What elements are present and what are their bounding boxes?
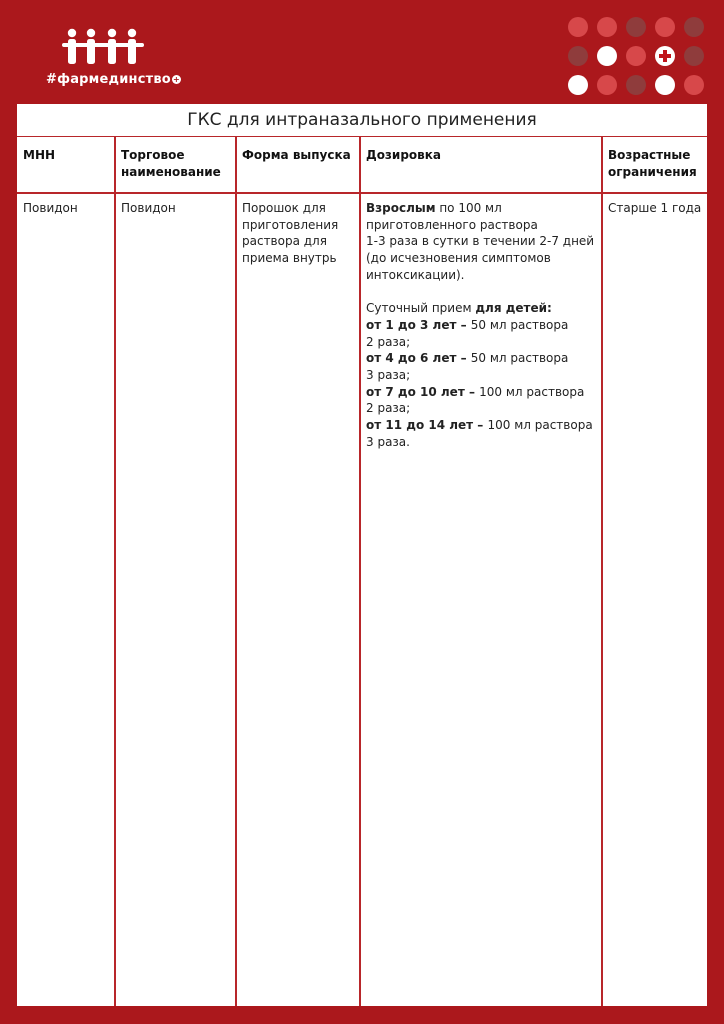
dosage-line: (до исчезновения симптомов bbox=[366, 251, 551, 266]
dot-icon bbox=[655, 17, 675, 37]
dot-icon bbox=[655, 75, 675, 95]
dosage-children-intro: Суточный прием для детей: bbox=[366, 301, 552, 316]
column-divider bbox=[114, 137, 116, 1006]
column-divider bbox=[235, 137, 237, 1006]
header-age: Возрастные ограничения bbox=[608, 148, 697, 179]
decorative-dots bbox=[568, 17, 708, 97]
dosage-line: приготовленного раствора bbox=[366, 217, 538, 232]
dot-icon bbox=[684, 46, 704, 66]
dot-icon bbox=[684, 75, 704, 95]
plus-icon: + bbox=[172, 75, 180, 84]
cell-form: Порошок для приготовления раствора для приема внутрь bbox=[242, 201, 339, 266]
dosage-age-group: от 4 до 6 лет – 50 мл раствора bbox=[366, 351, 569, 366]
cell-trade-name: Повидон bbox=[121, 201, 176, 215]
header-divider bbox=[17, 192, 707, 194]
dot-icon bbox=[568, 46, 588, 66]
dosage-line: 2 раза; bbox=[366, 401, 411, 416]
dot-icon bbox=[568, 17, 588, 37]
brand-hashtag: #фармединство + bbox=[46, 72, 180, 87]
dosage-age-group: от 7 до 10 лет – 100 мл раствора bbox=[366, 384, 585, 399]
dosage-adults-line: Взрослым по 100 мл bbox=[366, 201, 502, 215]
dot-icon bbox=[597, 46, 617, 66]
dosage-line: 3 раза; bbox=[366, 368, 411, 383]
dosage-line: 3 раза. bbox=[366, 434, 410, 449]
dosage-age-group: от 1 до 3 лет – 50 мл раствора bbox=[366, 317, 569, 332]
dot-icon bbox=[626, 17, 646, 37]
dot-icon bbox=[597, 17, 617, 37]
header-dosage: Дозировка bbox=[366, 148, 441, 162]
dot-icon bbox=[684, 17, 704, 37]
header-trade-name: Торговое наименование bbox=[121, 148, 221, 179]
medical-cross-icon bbox=[655, 46, 675, 66]
dosage-age-group: от 11 до 14 лет – 100 мл раствора bbox=[366, 418, 593, 433]
drug-table-sheet bbox=[17, 104, 707, 1006]
brand-logo bbox=[46, 28, 180, 88]
dosage-line: 2 раза; bbox=[366, 334, 411, 349]
table-title: ГКС для интраназального применения bbox=[17, 104, 707, 137]
drug-table bbox=[17, 137, 707, 1006]
people-logo-icon bbox=[62, 28, 148, 68]
cell-mnn: Повидон bbox=[23, 201, 78, 215]
dot-icon bbox=[568, 75, 588, 95]
dot-icon bbox=[597, 75, 617, 95]
dot-icon bbox=[626, 75, 646, 95]
cell-age: Старше 1 года bbox=[608, 201, 702, 215]
dosage-line: 1-3 раза в сутки в течении 2-7 дней bbox=[366, 234, 595, 249]
dot-icon bbox=[626, 46, 646, 66]
dosage-line: интоксикации). bbox=[366, 267, 465, 282]
header-mnn: МНН bbox=[23, 148, 56, 162]
cell-dosage bbox=[360, 200, 602, 451]
header-form: Форма выпуска bbox=[242, 148, 351, 162]
